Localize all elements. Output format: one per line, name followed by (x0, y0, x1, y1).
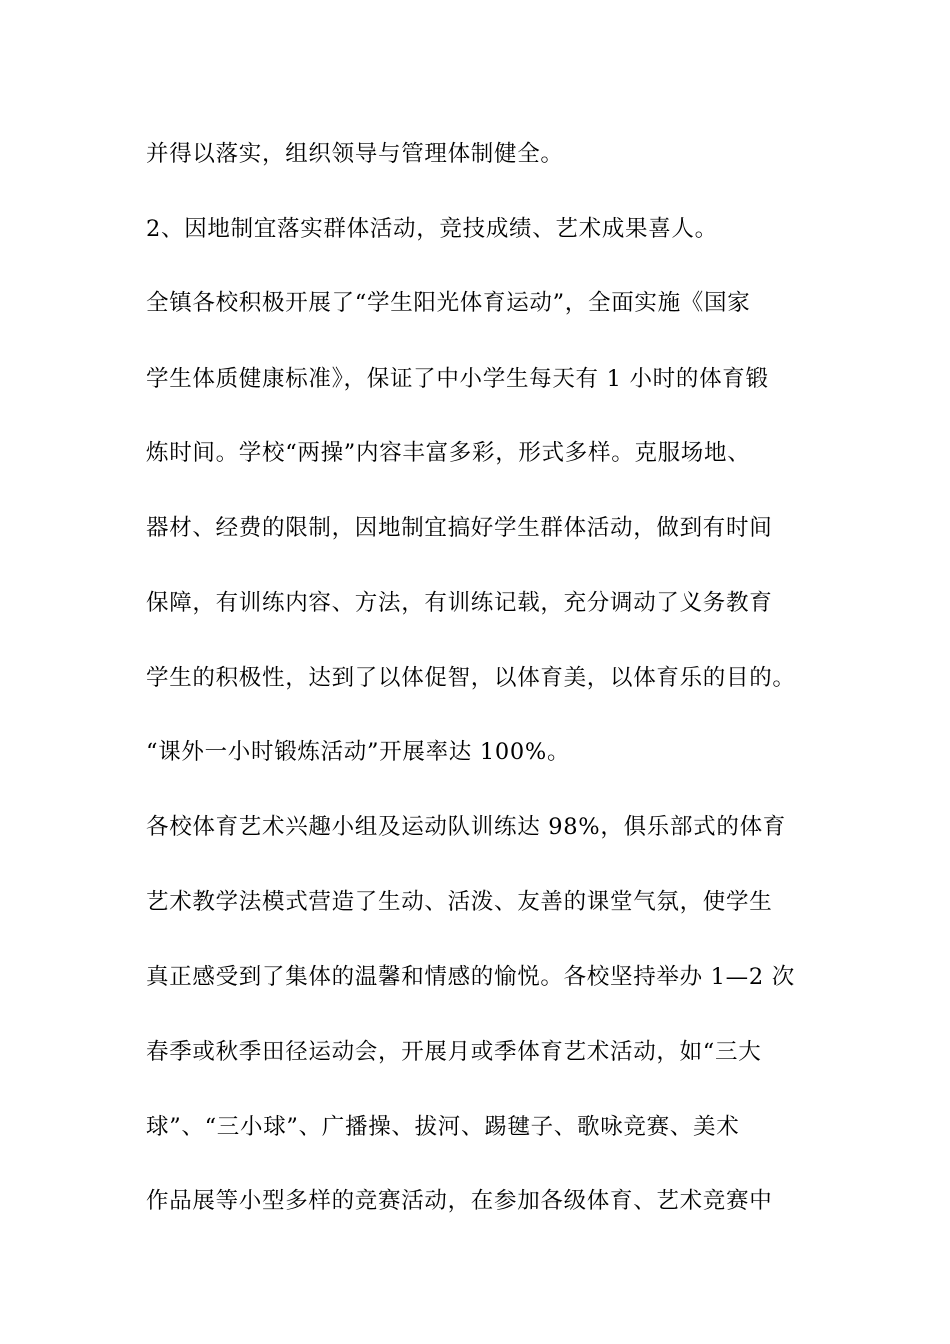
text-line: 全镇各校积极开展了“学生阳光体育运动”，全面实施《国家 (146, 290, 751, 316)
text-line: 器材、经费的限制，因地制宜搞好学生群体活动，做到有时间 (146, 515, 773, 541)
text-line: 作品展等小型多样的竞赛活动，在参加各级体育、艺术竞赛中 (146, 1188, 773, 1214)
text-line: 球”、“三小球”、广播操、拔河、踢毽子、歌咏竞赛、美术 (146, 1114, 740, 1140)
text-line: 炼时间。学校“两操”内容丰富多彩，形式多样。克服场地、 (146, 440, 751, 466)
section-heading: 2、因地制宜落实群体活动，竞技成绩、艺术成果喜人。 (146, 216, 718, 242)
text-line: “课外一小时锻炼活动”开展率达 100%。 (146, 739, 571, 765)
text-line: 学生的积极性，达到了以体促智，以体育美，以体育乐的目的。 (146, 665, 796, 691)
text-line: 保障，有训练内容、方法，有训练记载，充分调动了义务教育 (146, 590, 773, 616)
text-line: 学生体质健康标准》，保证了中小学生每天有 1 小时的体育锻 (146, 366, 769, 392)
text-line: 艺术教学法模式营造了生动、活泼、友善的课堂气氛，使学生 (146, 889, 773, 915)
text-line: 春季或秋季田径运动会，开展月或季体育艺术活动，如“三大 (146, 1039, 762, 1065)
text-line: 各校体育艺术兴趣小组及运动队训练达 98%，俱乐部式的体育 (146, 814, 786, 840)
text-line: 真正感受到了集体的温馨和情感的愉悦。各校坚持举办 1—2 次 (146, 964, 795, 990)
text-line: 并得以落实，组织领导与管理体制健全。 (146, 141, 564, 167)
